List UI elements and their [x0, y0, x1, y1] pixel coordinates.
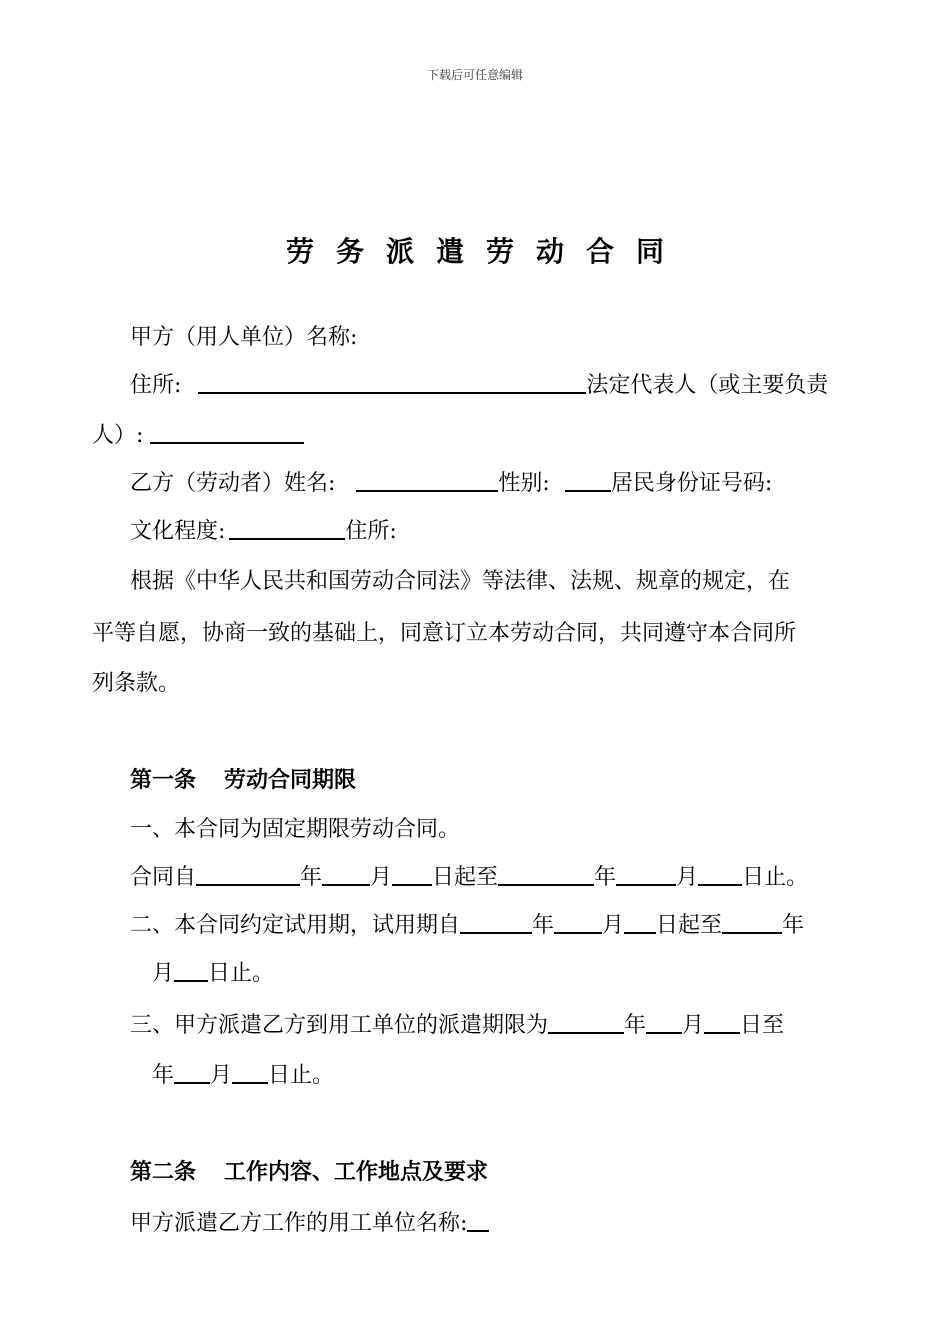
dispatch-end-month-label: 月 [210, 1063, 233, 1088]
term-end-label: 日止。 [742, 865, 809, 890]
party-b-name-field[interactable] [356, 468, 498, 492]
preamble-line-1: 根据《中华人民共和国劳动合同法》等法律、法规、规章的规定，在 [130, 569, 791, 594]
article-1-number: 第一条 [130, 767, 197, 793]
party-b-id-label: 居民身份证号码: [610, 471, 773, 496]
article-1-title: 劳动合同期限 [224, 767, 357, 793]
article-2-number: 第二条 [130, 1159, 197, 1185]
party-b-gender-label: 性别: [498, 471, 550, 496]
term-start-month-field[interactable] [322, 862, 370, 886]
preamble-line-3: 列条款。 [92, 671, 181, 696]
term-start-year-field[interactable] [196, 862, 300, 886]
article-2-employer-line [130, 1208, 489, 1240]
article-2-title: 工作内容、工作地点及要求 [224, 1159, 489, 1185]
probation-year-label: 年 [532, 913, 555, 938]
article-2-heading [130, 1156, 488, 1188]
party-a-name-line [130, 322, 357, 354]
probation-month-label: 月 [602, 913, 625, 938]
party-a-address-field[interactable] [198, 370, 586, 394]
probation-end-year-label: 年 [782, 913, 805, 938]
party-a-rep-field[interactable] [150, 420, 304, 444]
party-a-rep-line [92, 420, 304, 452]
dispatch-end-year-label: 年 [152, 1063, 175, 1088]
party-a-rep-label: 法定代表人（或主要负责 [586, 373, 829, 398]
party-b-address-label: 住所: [345, 519, 397, 544]
dispatch-start-month-field[interactable] [646, 1010, 682, 1034]
party-a-address-line [130, 370, 828, 402]
article-1-term-line [130, 862, 808, 894]
dispatch-to-label: 日至 [740, 1013, 785, 1038]
dispatch-end-label: 日止。 [268, 1063, 335, 1088]
party-b-edu-field[interactable] [229, 516, 345, 540]
article-1-item-2 [130, 910, 804, 942]
dispatch-year-label: 年 [624, 1013, 647, 1038]
dispatch-end-month-field[interactable] [174, 1060, 210, 1084]
party-b-gender-field[interactable] [565, 468, 611, 492]
term-prefix: 合同自 [130, 865, 197, 890]
term-year-label: 年 [300, 865, 323, 890]
article-1-item-1: 一、本合同为固定期限劳动合同。 [130, 817, 461, 842]
probation-end-month-label: 月 [152, 961, 175, 986]
probation-end-day-field[interactable] [174, 958, 208, 982]
header-note: 下载后可任意编辑 [426, 68, 523, 82]
party-a-address-label: 住所: [130, 373, 182, 398]
term-end-year-label: 年 [594, 865, 617, 890]
term-start-day-field[interactable] [392, 862, 432, 886]
party-a-rep-label-cont: 人）: [92, 423, 144, 448]
term-end-month-label: 月 [676, 865, 699, 890]
document-title: 劳务派遣劳动合同 [285, 235, 686, 268]
probation-from-label: 日起至 [656, 913, 723, 938]
article-1-item-3 [130, 1010, 784, 1042]
term-end-month-field[interactable] [616, 862, 676, 886]
dispatch-end-day-field[interactable] [232, 1060, 268, 1084]
probation-prefix: 二、本合同约定试用期，试用期自 [130, 913, 461, 938]
dispatch-month-label: 月 [682, 1013, 705, 1038]
dispatch-start-year-field[interactable] [548, 1010, 624, 1034]
probation-end-year-field[interactable] [722, 910, 782, 934]
preamble-line-2: 平等自愿，协商一致的基础上，同意订立本劳动合同，共同遵守本合同所 [92, 621, 797, 646]
dispatch-prefix: 三、甲方派遣乙方到用工单位的派遣期限为 [130, 1013, 549, 1038]
party-b-name-label: 乙方（劳动者）姓名: [130, 471, 336, 496]
party-b-edu-label: 文化程度: [130, 519, 226, 544]
term-month-label: 月 [370, 865, 393, 890]
probation-end-label: 日止。 [208, 961, 275, 986]
dispatch-start-day-field[interactable] [704, 1010, 740, 1034]
term-end-year-field[interactable] [498, 862, 594, 886]
probation-start-year-field[interactable] [460, 910, 532, 934]
party-b-edu-line [130, 516, 397, 548]
probation-start-day-field[interactable] [624, 910, 656, 934]
term-end-day-field[interactable] [698, 862, 742, 886]
party-a-name-label: 甲方（用人单位）名称: [130, 325, 358, 350]
article-1-heading [130, 764, 356, 796]
article-1-item-2-cont [152, 958, 274, 990]
term-from-label: 日起至 [432, 865, 499, 890]
article-2-employer-label: 甲方派遣乙方工作的用工单位名称: [130, 1211, 468, 1236]
party-b-line [130, 468, 772, 500]
article-1-item-3-cont [152, 1060, 334, 1092]
probation-start-month-field[interactable] [554, 910, 602, 934]
article-2-employer-field[interactable] [467, 1208, 489, 1232]
